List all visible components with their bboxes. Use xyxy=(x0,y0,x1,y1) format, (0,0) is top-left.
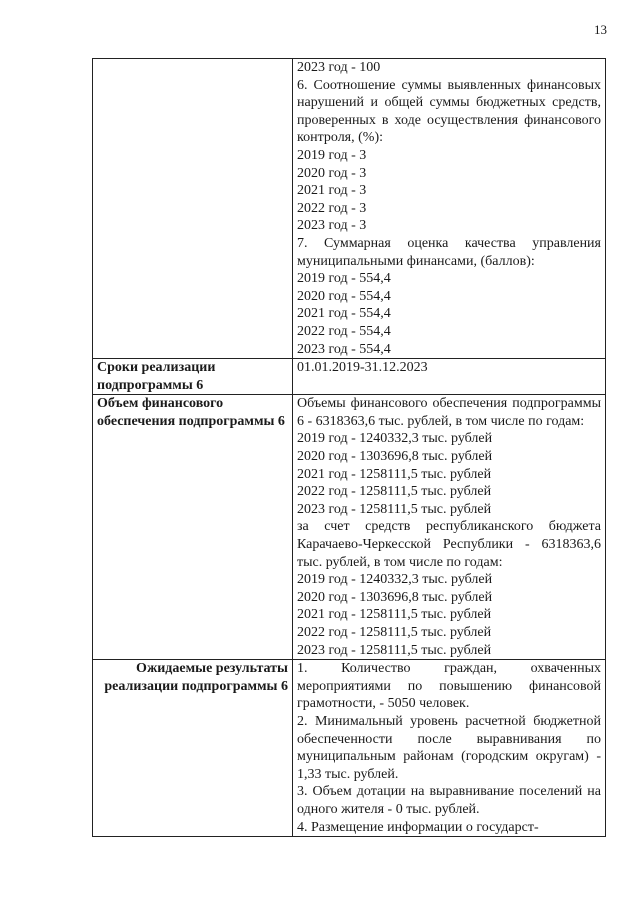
indicator-line: 2019 год - 554,4 xyxy=(297,271,391,287)
indicator-line: 2023 год - 554,4 xyxy=(297,341,391,357)
row-label-cell xyxy=(93,660,293,837)
period-line: 01.01.2019-31.12.2023 xyxy=(297,360,428,376)
table-row xyxy=(93,395,606,660)
row-label: Ожидаемые результаты реализации подпрограммы 6 xyxy=(104,661,288,694)
indicator-line: 2021 год - 3 xyxy=(297,183,367,199)
row-label-cell xyxy=(93,395,293,660)
table-row xyxy=(93,660,606,837)
indicator-heading: 7. Суммарная оценка качества управления муниципальными финансами, (баллов): xyxy=(297,235,601,269)
funding-line: 2019 год - 1240332,3 тыс. рублей xyxy=(297,431,493,447)
indicator-line: 2020 год - 554,4 xyxy=(297,288,391,304)
indicator-line: 2022 год - 3 xyxy=(297,200,367,216)
row-label-cell xyxy=(93,59,293,359)
table-row xyxy=(93,59,606,359)
funding-paragraph: за счет средств республиканского бюджета Карачаево-Черкесской Республики - 6318363,6 тыс. рублей, в том числе по годам: xyxy=(297,519,601,570)
row-content-cell xyxy=(293,59,606,359)
row-content-cell xyxy=(293,660,606,837)
row-content-cell xyxy=(293,395,606,660)
row-label-cell xyxy=(93,359,293,395)
row-content-cell xyxy=(293,359,606,395)
funding-line: 2022 год - 1258111,5 тыс. рублей xyxy=(297,625,492,640)
row-label: Объем финансового обеспечения подпрограммы 6 xyxy=(97,396,285,429)
funding-line: 2023 год - 1258111,5 тыс. рублей xyxy=(297,501,492,517)
funding-line: 2023 год - 1258111,5 тыс. рублей xyxy=(297,642,492,658)
funding-line: 2019 год - 1240332,3 тыс. рублей xyxy=(297,572,493,588)
indicator-line: 2023 год - 3 xyxy=(297,218,367,234)
row-label: Сроки реализации подпрограммы 6 xyxy=(97,360,216,393)
indicator-line: 2022 год - 554,4 xyxy=(297,323,391,339)
funding-paragraph: Объемы финансового обеспечения подпрограммы 6 - 6318363,6 тыс. рублей, в том числе по годам: xyxy=(297,396,601,429)
funding-line: 2020 год - 1303696,8 тыс. рублей xyxy=(297,589,493,605)
funding-line: 2020 год - 1303696,8 тыс. рублей xyxy=(297,449,493,465)
funding-line: 2021 год - 1258111,5 тыс. рублей xyxy=(297,607,492,623)
page-number: 13 xyxy=(594,22,607,37)
table-row xyxy=(93,359,606,395)
indicator-line: 2020 год - 3 xyxy=(297,165,367,181)
funding-line: 2022 год - 1258111,5 тыс. рублей xyxy=(297,484,492,500)
indicator-heading: 6. Соотношение суммы выявленных финансовых нарушений и общей суммы бюджетных средств, проверенных в ходе осуществления финансового контроля, (%): xyxy=(297,77,601,146)
result-paragraph: 3. Объем дотации на выравнивание поселений на одного жителя - 0 тыс. рублей. xyxy=(297,784,601,817)
indicator-line: 2023 год - 100 xyxy=(297,60,381,75)
result-paragraph: 4. Размещение информации о государст- xyxy=(297,819,539,835)
result-paragraph: 1. Количество граждан, охваченных мероприятиями по повышению финансовой грамотности, - 5050 человек. xyxy=(297,661,601,712)
funding-line: 2021 год - 1258111,5 тыс. рублей xyxy=(297,466,492,482)
indicator-line: 2019 год - 3 xyxy=(297,147,367,163)
result-paragraph: 2. Минимальный уровень расчетной бюджетной обеспеченности после выравнивания по муниципальным районам (городским округам) - 1,33 тыс. рублей. xyxy=(297,713,601,782)
indicator-line: 2021 год - 554,4 xyxy=(297,306,391,322)
passport-table xyxy=(92,58,606,837)
